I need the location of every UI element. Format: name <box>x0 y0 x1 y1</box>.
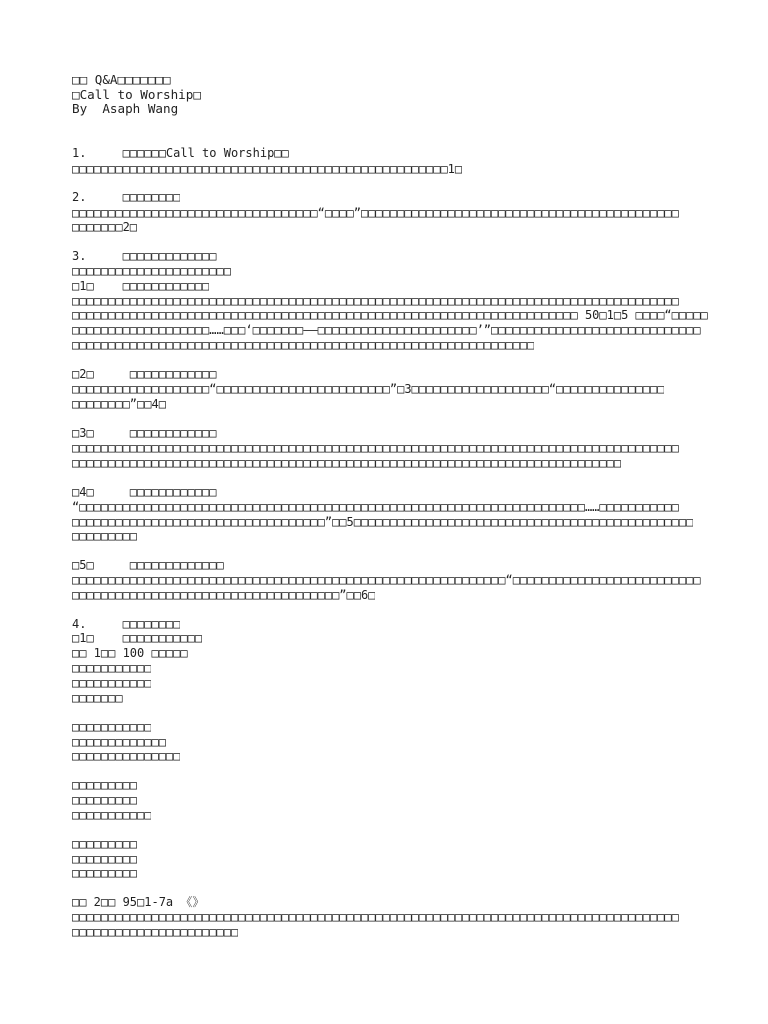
text-line: □4□ □□□□□□□□□□□□ <box>72 485 217 499</box>
text-line: □□□□□□□□□□□□□□□□□□□□□□□□□□□□□□□□□□□□□□□□□□□□□□□□□□□□□□□□□□□□□□□□□□□□□□□□□□□□□□□□□□□□ <box>72 294 679 308</box>
text-line: □1□ □□□□□□□□□□□ <box>72 631 203 645</box>
text-line: □□□□□□□□□□□□□□□□□□□□□□□□□□□□□□□□□□□□□□□□□□□□□□□□□□□□□□□□□□□□□□□□□□□□□□ 50□1□5 □□□□“□□□□□ <box>72 308 708 322</box>
text-line: □□□□□□□□□□□□□□□□□□□□□□□□□□□□□□□□□□□□□□□□□□□□□□□□□□□□1□ <box>72 162 463 176</box>
text-line: □□ 2□□ 95□1-7a 《》 <box>72 895 205 909</box>
text-line: □□□□□□□□□□□□□□□□□□□□□□□□□□□□□□□□□□□□□□□□□□□□□□□□□□□□□□□□□□□□□□□□□□□□□□□□□□□□ <box>72 456 622 470</box>
text-line: □3□ □□□□□□□□□□□□ <box>72 426 217 440</box>
text-line: □□□□□□□□□ <box>72 778 138 792</box>
text-line: □□□□□□□□□□□□□□□□□□□□□□□□□□□□□□□□□□□□□□□□□□□□□□□□□□□□□□□□□□□□□□□□ <box>72 338 535 352</box>
text-line: □□□□□□□□□□□ <box>72 661 152 675</box>
text-line: □□□□□□□□□□□□□□□□□□□“□□□□□□□□□□□□□□□□□□□□□□□□”□3□□□□□□□□□□□□□□□□□□□“□□□□□□□□□□□□□□□ <box>72 382 665 396</box>
text-line: □□□□□□□□□□□□□□□□□□□□□□ <box>72 264 231 278</box>
text-line: □□□□□□□□□ <box>72 793 138 807</box>
text-line: 2. □□□□□□□□ <box>72 190 181 204</box>
text-line: □□□□□□□□□ <box>72 866 138 880</box>
doc-author: By Asaph Wang <box>72 102 179 116</box>
text-line: “□□□□□□□□□□□□□□□□□□□□□□□□□□□□□□□□□□□□□□□□□□□□□□□□□□□□□□□□□□□□□□□□□□□□□□……□□□□□□□□□□□ <box>72 500 679 514</box>
text-line: □□□□□□□□□□□□□□□□□□□□□□□□□□□□□□□□□□□□□□□□□□□□□□□□□□□□□□□□□□□□“□□□□□□□□□□□□□□□□□□□□□□□□□□ <box>72 573 701 587</box>
text-line: □□□□□□□□□□□ <box>72 720 152 734</box>
text-line: □□□□□□□2□ <box>72 220 138 234</box>
text-line: □□□□□□□□”□□4□ <box>72 397 166 411</box>
text-line: 4. □□□□□□□□ <box>72 617 181 631</box>
text-line: □□□□□□□□□□□ <box>72 676 152 690</box>
text-line: □□□□□□□□□□□□□□□ <box>72 749 181 763</box>
text-line: 3. □□□□□□□□□□□□□ <box>72 249 217 263</box>
text-line: □□□□□□□□□□□□□□□□□□□□□□□□□□□□□□□□□□□□□□□□□□□□□□□□□□□□□□□□□□□□□□□□□□□□□□□□□□□□□□□□□□□□ <box>72 441 679 455</box>
text-line: □□□□□□□□□□□□□□□□□□□□□□□□□□□□□□□□□□□□□”□□6□ <box>72 588 376 602</box>
text-line: □□□□□□□□□□□□□□□□□□□□□□□ <box>72 925 239 939</box>
text-line: □□□□□□□□□□□□□ <box>72 735 166 749</box>
text-line: □□□□□□□□□ <box>72 529 138 543</box>
doc-title: □□ Q&A□□□□□□□ <box>72 73 171 87</box>
text-line: □□□□□□□□□□□□□□□□□□□□□□□□□□□□□□□□□□□□□□□□□□□□□□□□□□□□□□□□□□□□□□□□□□□□□□□□□□□□□□□□□□□□ <box>72 910 679 924</box>
text-line: □□□□□□□□□□□ <box>72 808 152 822</box>
text-line: □□□□□□□□□ <box>72 852 138 866</box>
doc-subtitle: □Call to Worship□ <box>72 88 201 102</box>
text-line: □2□ □□□□□□□□□□□□ <box>72 367 217 381</box>
text-line: 1. □□□□□□Call to Worship□□ <box>72 146 289 160</box>
text-line: □□□□□□□□□□□□□□□□□□□□□□□□□□□□□□□□□□□”□□5□□□□□□□□□□□□□□□□□□□□□□□□□□□□□□□□□□□□□□□□□□□□□□□ <box>72 515 694 529</box>
text-line: □□□□□□□□□□□□□□□□□□□……□□□‘□□□□□□□——□□□□□□□□□□□□□□□□□□□□□□’”□□□□□□□□□□□□□□□□□□□□□□□□□□□□□ <box>72 323 701 337</box>
text-line: □5□ □□□□□□□□□□□□□ <box>72 558 224 572</box>
text-line: □□□□□□□ <box>72 691 123 705</box>
text-line: □□ 1□□ 100 □□□□□ <box>72 646 188 660</box>
text-line: □□□□□□□□□□□□□□□□□□□□□□□□□□□□□□□□□□“□□□□”□□□□□□□□□□□□□□□□□□□□□□□□□□□□□□□□□□□□□□□□□□□□ <box>72 206 679 220</box>
text-line: □1□ □□□□□□□□□□□□ <box>72 279 210 293</box>
text-line: □□□□□□□□□ <box>72 837 138 851</box>
